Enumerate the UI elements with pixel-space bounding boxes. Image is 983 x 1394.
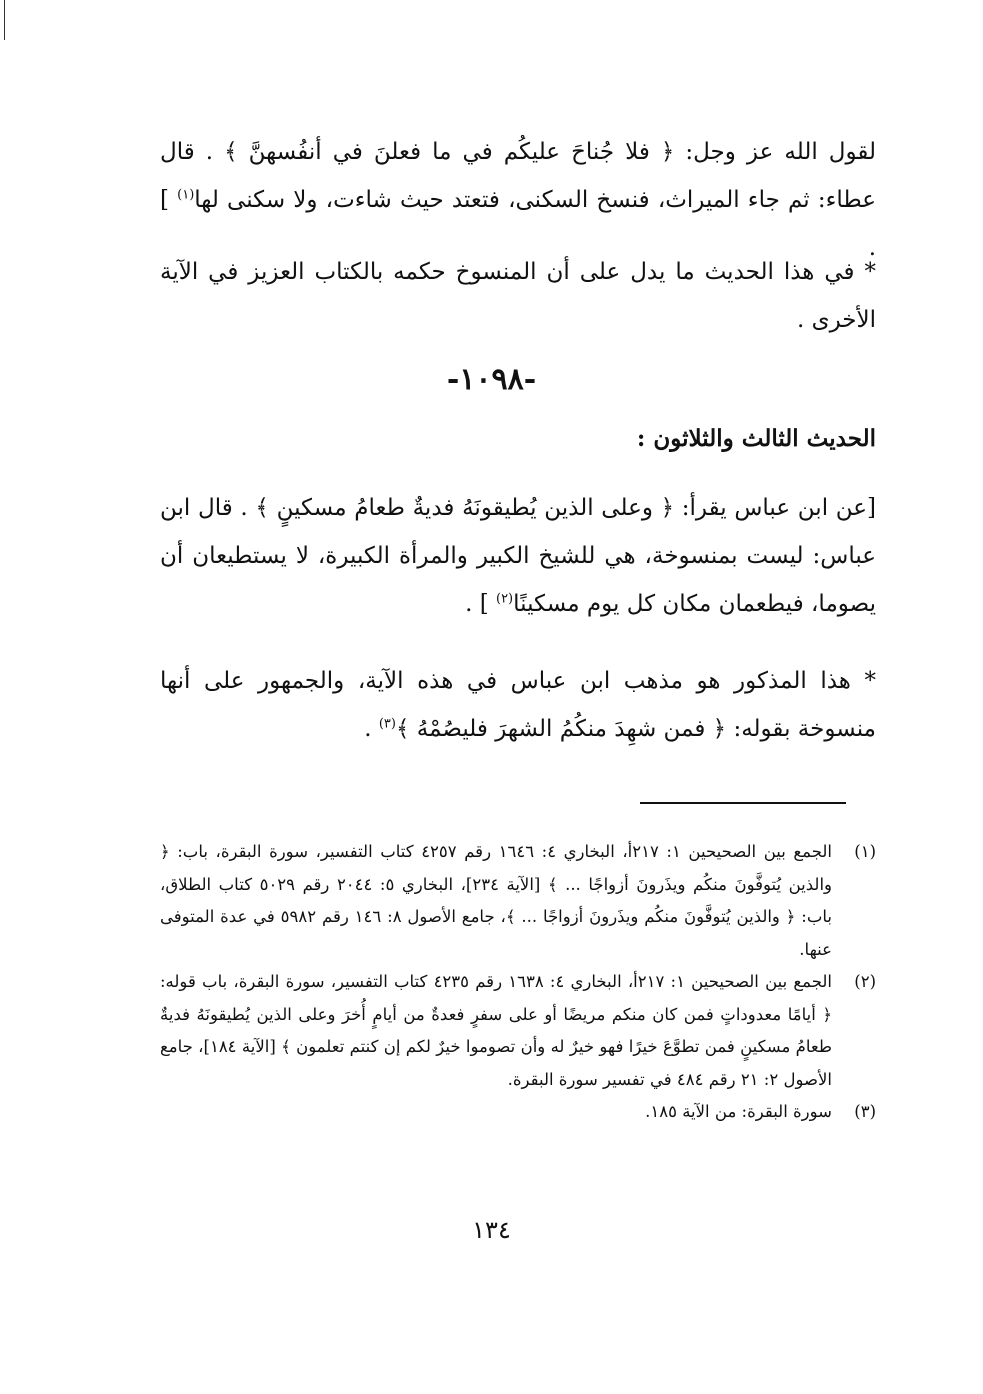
footnote-ref-2: (٢) [495,591,514,607]
paragraph-4-end: . [364,716,379,742]
paragraph-3-text: [عن ابن عباس يقرأ: ﴿ وعلى الذين يُطيقونَهُ فديةٌ طعامُ مسكينٍ ﴾ . قال ابن عباس: ليست بمنسوخة، هي للشيخ الكبير والمرأة الكبيرة، لا يستطيعان أن يصوما، فيطعمان مكان كل يوم مسكينًا [160,495,877,617]
footnote-text: الجمع بين الصحيحين ١: ٢١٧أ، البخاري ٤: ١٦٤٦ رقم ٤٢٥٧ كتاب التفسير، سورة البقرة، باب: ﴿ والذين يُتوفَّونَ منكُم ويذَرونَ أزواجًا ... ﴾ [الآية ٢٣٤]، البخاري ٥: ٢٠٤٤ رقم ٥٠٢٩ كتاب الطلاق، باب: ﴿ والذين يُتوفَّونَ منكُم ويذَرونَ أزواجًا ... ﴾، جامع الأصول ٨: ١٤٦ رقم ٥٩٨٢ في عدة المتوفى عنها. [160,842,832,959]
footnotes [160,836,876,1129]
footnote-mark: (١) [854,842,876,861]
footnote-mark: (٢) [854,972,876,991]
footnote-ref-1: (١) [177,187,195,203]
hadith-number: -١٠٩٨- [446,362,537,397]
page-number: ١٣٤ [472,1216,511,1244]
paragraph-1-text: لقول الله عز وجل: ﴿ فلا جُناحَ عليكُم في ما فعلنَ في أنفُسهنَّ ﴾ . قال عطاء: ثم جاء الميراث، فنسخ السكنى، فتعتد حيث شاءت، ولا سكنى لها [160,139,876,213]
footnote-3 [160,1096,876,1129]
paragraph-ibn-abbas-reading [160,484,876,628]
footnote-2 [160,966,876,1096]
paragraph-abrogation-note: * في هذا الحديث ما يدل على أن المنسوخ حكمه بالكتاب العزيز في الآية الأخرى . [160,259,876,333]
footnote-separator [640,802,846,804]
paragraph-majority-opinion [160,657,876,753]
hadith-title: الحديث الثالث والثلاثون : [636,425,876,452]
scan-edge-line [4,0,5,40]
footnote-mark: (٣) [854,1102,876,1121]
footnote-text: سورة البقرة: من الآية ١٨٥. [645,1102,832,1121]
paragraph-1-end: ] . [160,187,876,261]
paragraph-3-end: ] . [465,591,496,617]
footnote-ref-3: (٣) [378,716,396,732]
paragraph-4-text: * هذا المذكور هو مذهب ابن عباس في هذه الآية، والجمهور على أنها منسوخة بقوله: ﴿ فمن شهِدَ منكُمُ الشهرَ فليصُمْهُ ﴾ [160,668,876,742]
footnote-text: الجمع بين الصحيحين ١: ٢١٧أ، البخاري ٤: ١٦٣٨ رقم ٤٢٣٥ كتاب التفسير، سورة البقرة، باب قوله: ﴿ أيامًا معدوداتٍ فمن كان منكم مريضًا أو على سفرٍ فعدةٌ من أيامٍ أُخرَ وعلى الذين يُطيقونَهُ فديةٌ طعامُ مسكينٍ فمن تطوَّعَ خيرًا فهو خيرٌ له وأن تصوموا خيرٌ لكم إن كنتم تعلمون ﴾ [الآية ١٨٤]، جامع الأصول ٢: ٢١ رقم ٤٨٤ في تفسير سورة البقرة. [160,972,832,1089]
footnote-1 [160,836,876,966]
